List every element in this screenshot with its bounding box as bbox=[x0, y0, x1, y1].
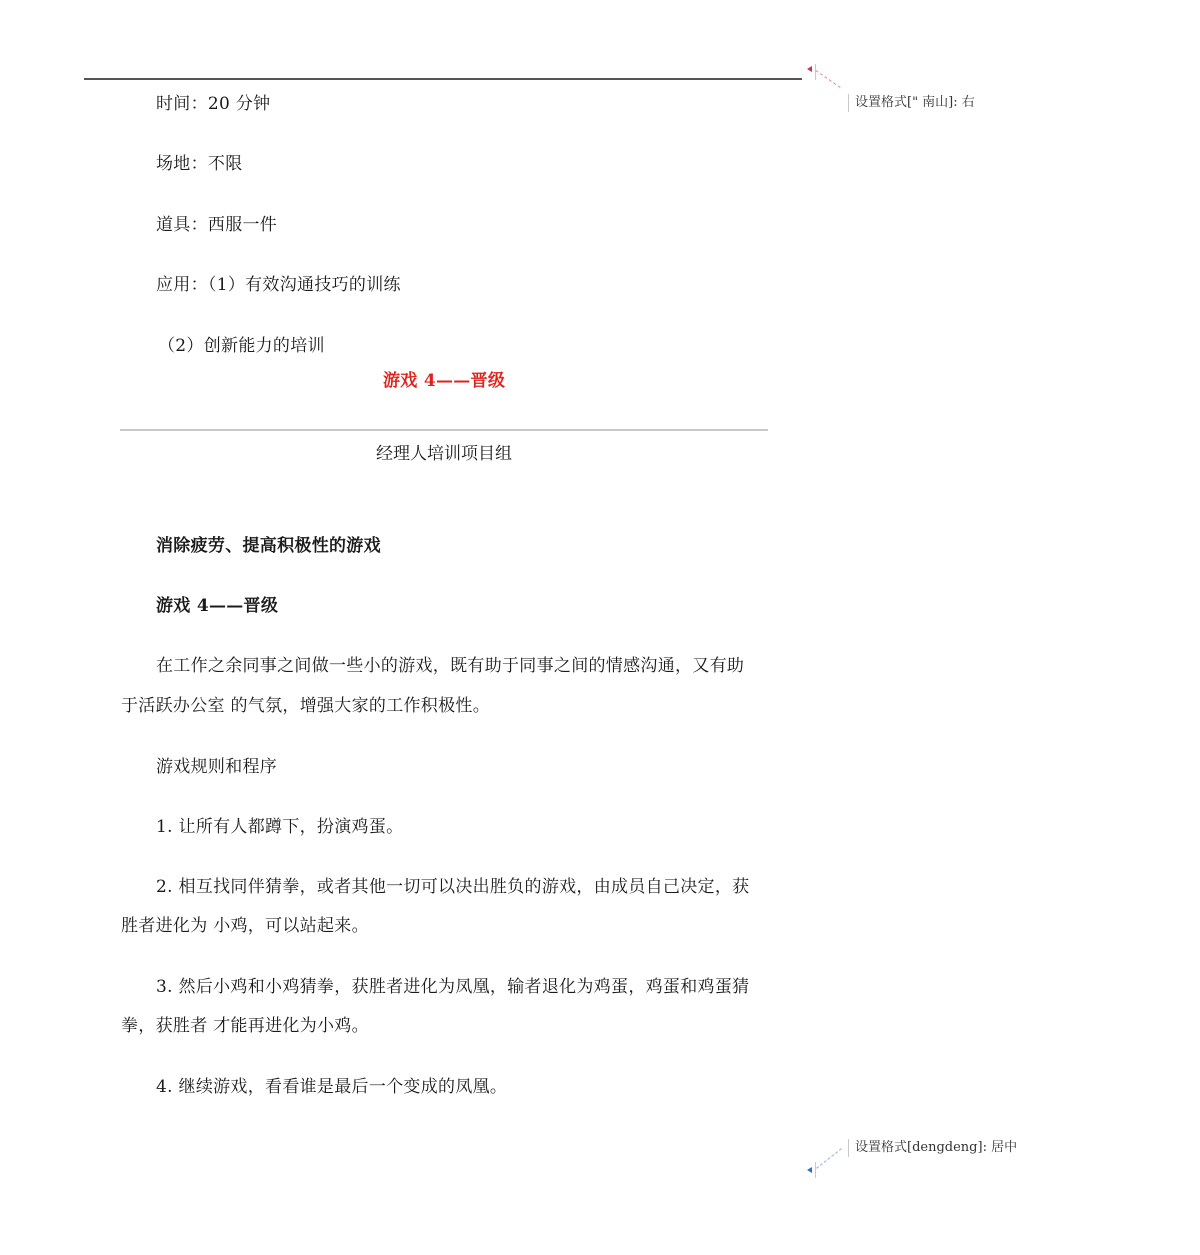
comment-anchor-tick bbox=[815, 64, 816, 80]
intro-paragraph-line-2: 于活跃办公室 的气氛，增强大家的工作积极性。 bbox=[121, 696, 491, 716]
application-line-2: （2）创新能力的培训 bbox=[158, 336, 325, 356]
comment-connector bbox=[815, 70, 840, 88]
comment-anchor-tick bbox=[815, 1162, 816, 1178]
comment-anchor-marker[interactable] bbox=[807, 1167, 812, 1173]
comment-balloon-format-right[interactable]: 设置格式[" 南山]: 右 bbox=[848, 94, 975, 112]
section-title: 消除疲劳、提高积极性的游戏 bbox=[156, 536, 381, 556]
comment-connector bbox=[816, 1148, 842, 1168]
header-rule bbox=[84, 78, 802, 80]
venue-line: 场地：不限 bbox=[156, 154, 243, 174]
step-3-line-1: 3. 然后小鸡和小鸡猜拳，获胜者进化为凤凰，输者退化为鸡蛋，鸡蛋和鸡蛋猜 bbox=[156, 977, 750, 997]
step-3-line-2: 拳，获胜者 才能再进化为小鸡。 bbox=[121, 1016, 369, 1036]
game-title: 游戏 4——晋级 bbox=[156, 596, 279, 616]
application-line: 应用：（1）有效沟通技巧的训练 bbox=[156, 275, 401, 295]
step-2-line-2: 胜者进化为 小鸡，可以站起来。 bbox=[121, 916, 369, 936]
intro-paragraph-line-1: 在工作之余同事之间做一些小的游戏，既有助于同事之间的情感沟通，又有助 bbox=[156, 656, 745, 676]
step-1: 1. 让所有人都蹲下，扮演鸡蛋。 bbox=[156, 817, 404, 837]
red-heading: 游戏 4——晋级 bbox=[383, 371, 506, 391]
comment-anchor-marker[interactable] bbox=[807, 66, 812, 72]
comment-balloon-format-center[interactable]: 设置格式[dengdeng]: 居中 bbox=[848, 1139, 1017, 1157]
rules-heading: 游戏规则和程序 bbox=[156, 757, 278, 777]
footer-center-text: 经理人培训项目组 bbox=[376, 444, 512, 464]
time-line: 时间：20 分钟 bbox=[156, 94, 271, 114]
step-4: 4. 继续游戏，看看谁是最后一个变成的凤凰。 bbox=[156, 1077, 508, 1097]
props-line: 道具：西服一件 bbox=[156, 215, 278, 235]
step-2-line-1: 2. 相互找同伴猜拳，或者其他一切可以决出胜负的游戏，由成员自己决定，获 bbox=[156, 877, 750, 897]
footer-rule bbox=[120, 429, 768, 431]
